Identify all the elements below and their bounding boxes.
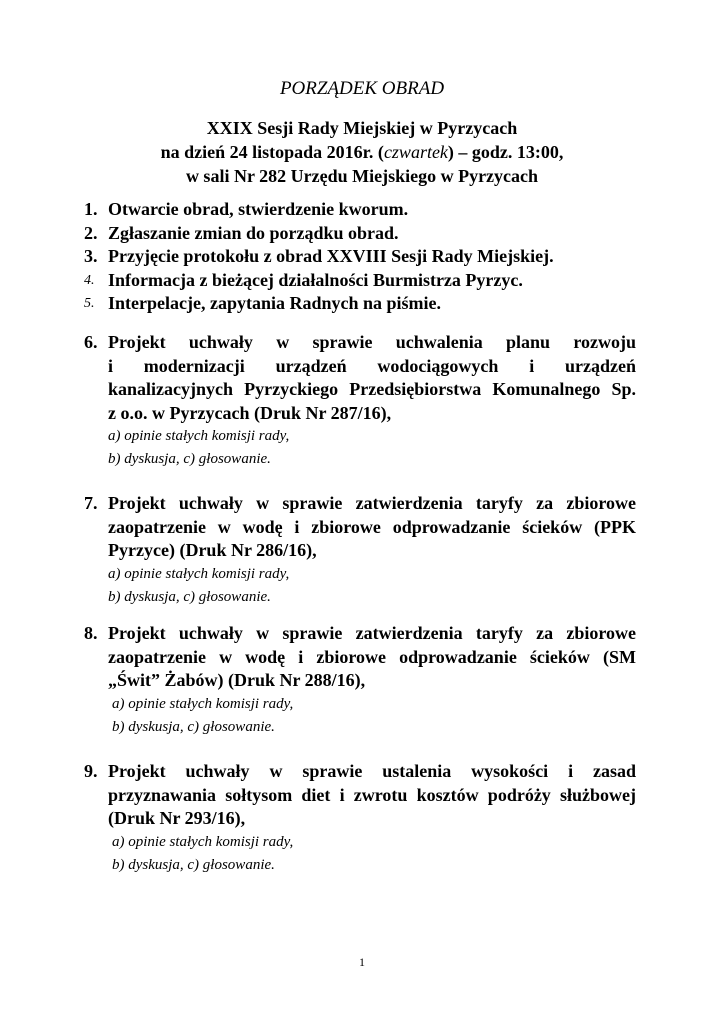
- agenda-item-1: [84, 198, 636, 222]
- agenda-item-text: Otwarcie obrad, stwierdzenie kworum.: [108, 199, 409, 219]
- agenda-item-line: przyznawania sołtysom diet i zwrotu kosztów podróży służbowej: [108, 784, 636, 805]
- agenda-item-4: [84, 269, 636, 293]
- agenda-item-line: (Druk Nr 293/16),: [108, 808, 246, 828]
- session-date-post: ) – godz. 13:00,: [447, 142, 564, 162]
- agenda-item-line: kanalizacyjnych Pyrzyckiego Przedsiębiorstwa Komunalnego Sp.: [108, 379, 636, 399]
- agenda-item-number: 6.: [84, 332, 98, 352]
- session-date-pre: na dzień 24 listopada 2016r. (: [160, 142, 384, 162]
- page-number: 1: [359, 955, 365, 969]
- agenda-item-number: 7.: [84, 493, 98, 513]
- agenda-item-number: 9.: [84, 761, 98, 781]
- session-name: XXIX Sesji Rady Miejskiej w Pyrzycach: [206, 118, 518, 138]
- agenda-item-text: Zgłaszanie zmian do porządku obrad.: [108, 222, 399, 243]
- agenda-item-line: zaopatrzenie w wodę i zbiorowe odprowadzanie ścieków (SM: [108, 646, 636, 667]
- agenda-item-9: [84, 760, 636, 877]
- agenda-subitem-b: b) dyskusja, c) głosowanie.: [112, 718, 275, 735]
- agenda-item-line: Projekt uchwały w sprawie zatwierdzenia taryfy za zbiorowe: [108, 493, 636, 513]
- agenda-item-text: Informacja z bieżącej działalności Burmistrza Pyrzyc.: [108, 269, 523, 290]
- agenda-subitem-b: b) dyskusja, c) głosowanie.: [108, 451, 271, 467]
- session-venue: w sali Nr 282 Urzędu Miejskiego w Pyrzycach: [185, 166, 539, 186]
- agenda-short-list: [84, 198, 636, 316]
- agenda-item-6: [84, 331, 636, 471]
- agenda-subitem-a: a) opinie stałych komisji rady,: [108, 428, 290, 444]
- agenda-item-3: [84, 245, 636, 269]
- agenda-item-number: 4.: [84, 272, 95, 288]
- agenda-item-2: [84, 222, 636, 246]
- document-title: PORZĄDEK OBRAD: [279, 78, 445, 99]
- agenda-item-line: z o.o. w Pyrzycach (Druk Nr 287/16),: [108, 402, 392, 423]
- agenda-item-number: 5.: [84, 296, 95, 311]
- agenda-subitem-b: b) dyskusja, c) głosowanie.: [108, 588, 271, 605]
- agenda-item-line: i modernizacji urządzeń wodociągowych i urządzeń: [108, 355, 636, 376]
- agenda-item-number: 2.: [84, 222, 98, 243]
- agenda-item-number: 1.: [84, 199, 98, 219]
- agenda-item-number: 8.: [84, 623, 98, 643]
- agenda-subitem-a: a) opinie stałych komisji rady,: [112, 695, 294, 712]
- agenda-item-5: [84, 292, 636, 316]
- agenda-item-text: Przyjęcie protokołu z obrad XXVIII Sesji Rady Miejskiej.: [108, 246, 554, 266]
- agenda-item-7: [84, 492, 636, 609]
- agenda-item-text: Interpelacje, zapytania Radnych na piśmie.: [108, 293, 441, 313]
- session-header: [0, 116, 724, 188]
- agenda-item-8: [84, 622, 636, 739]
- agenda-item-line: „Świt” Żabów) (Druk Nr 288/16),: [108, 670, 366, 690]
- agenda-item-line: Projekt uchwały w sprawie zatwierdzenia taryfy za zbiorowe: [108, 623, 636, 643]
- session-date-line: [0, 140, 724, 164]
- agenda-subitem-a: a) opinie stałych komisji rady,: [108, 565, 290, 582]
- agenda-item-number: 3.: [84, 246, 98, 266]
- agenda-item-line: zaopatrzenie w wodę i zbiorowe odprowadzanie ścieków (PPK: [108, 516, 636, 537]
- agenda-subitem-b: b) dyskusja, c) głosowanie.: [112, 856, 275, 873]
- agenda-subitem-a: a) opinie stałych komisji rady,: [112, 833, 294, 850]
- session-day: czwartek: [383, 142, 448, 162]
- agenda-item-line: Projekt uchwały w sprawie ustalenia wysokości i zasad: [108, 761, 636, 781]
- agenda-item-line: Projekt uchwały w sprawie uchwalenia planu rozwoju: [108, 332, 636, 352]
- agenda-item-line: Pyrzyce) (Druk Nr 286/16),: [108, 540, 317, 560]
